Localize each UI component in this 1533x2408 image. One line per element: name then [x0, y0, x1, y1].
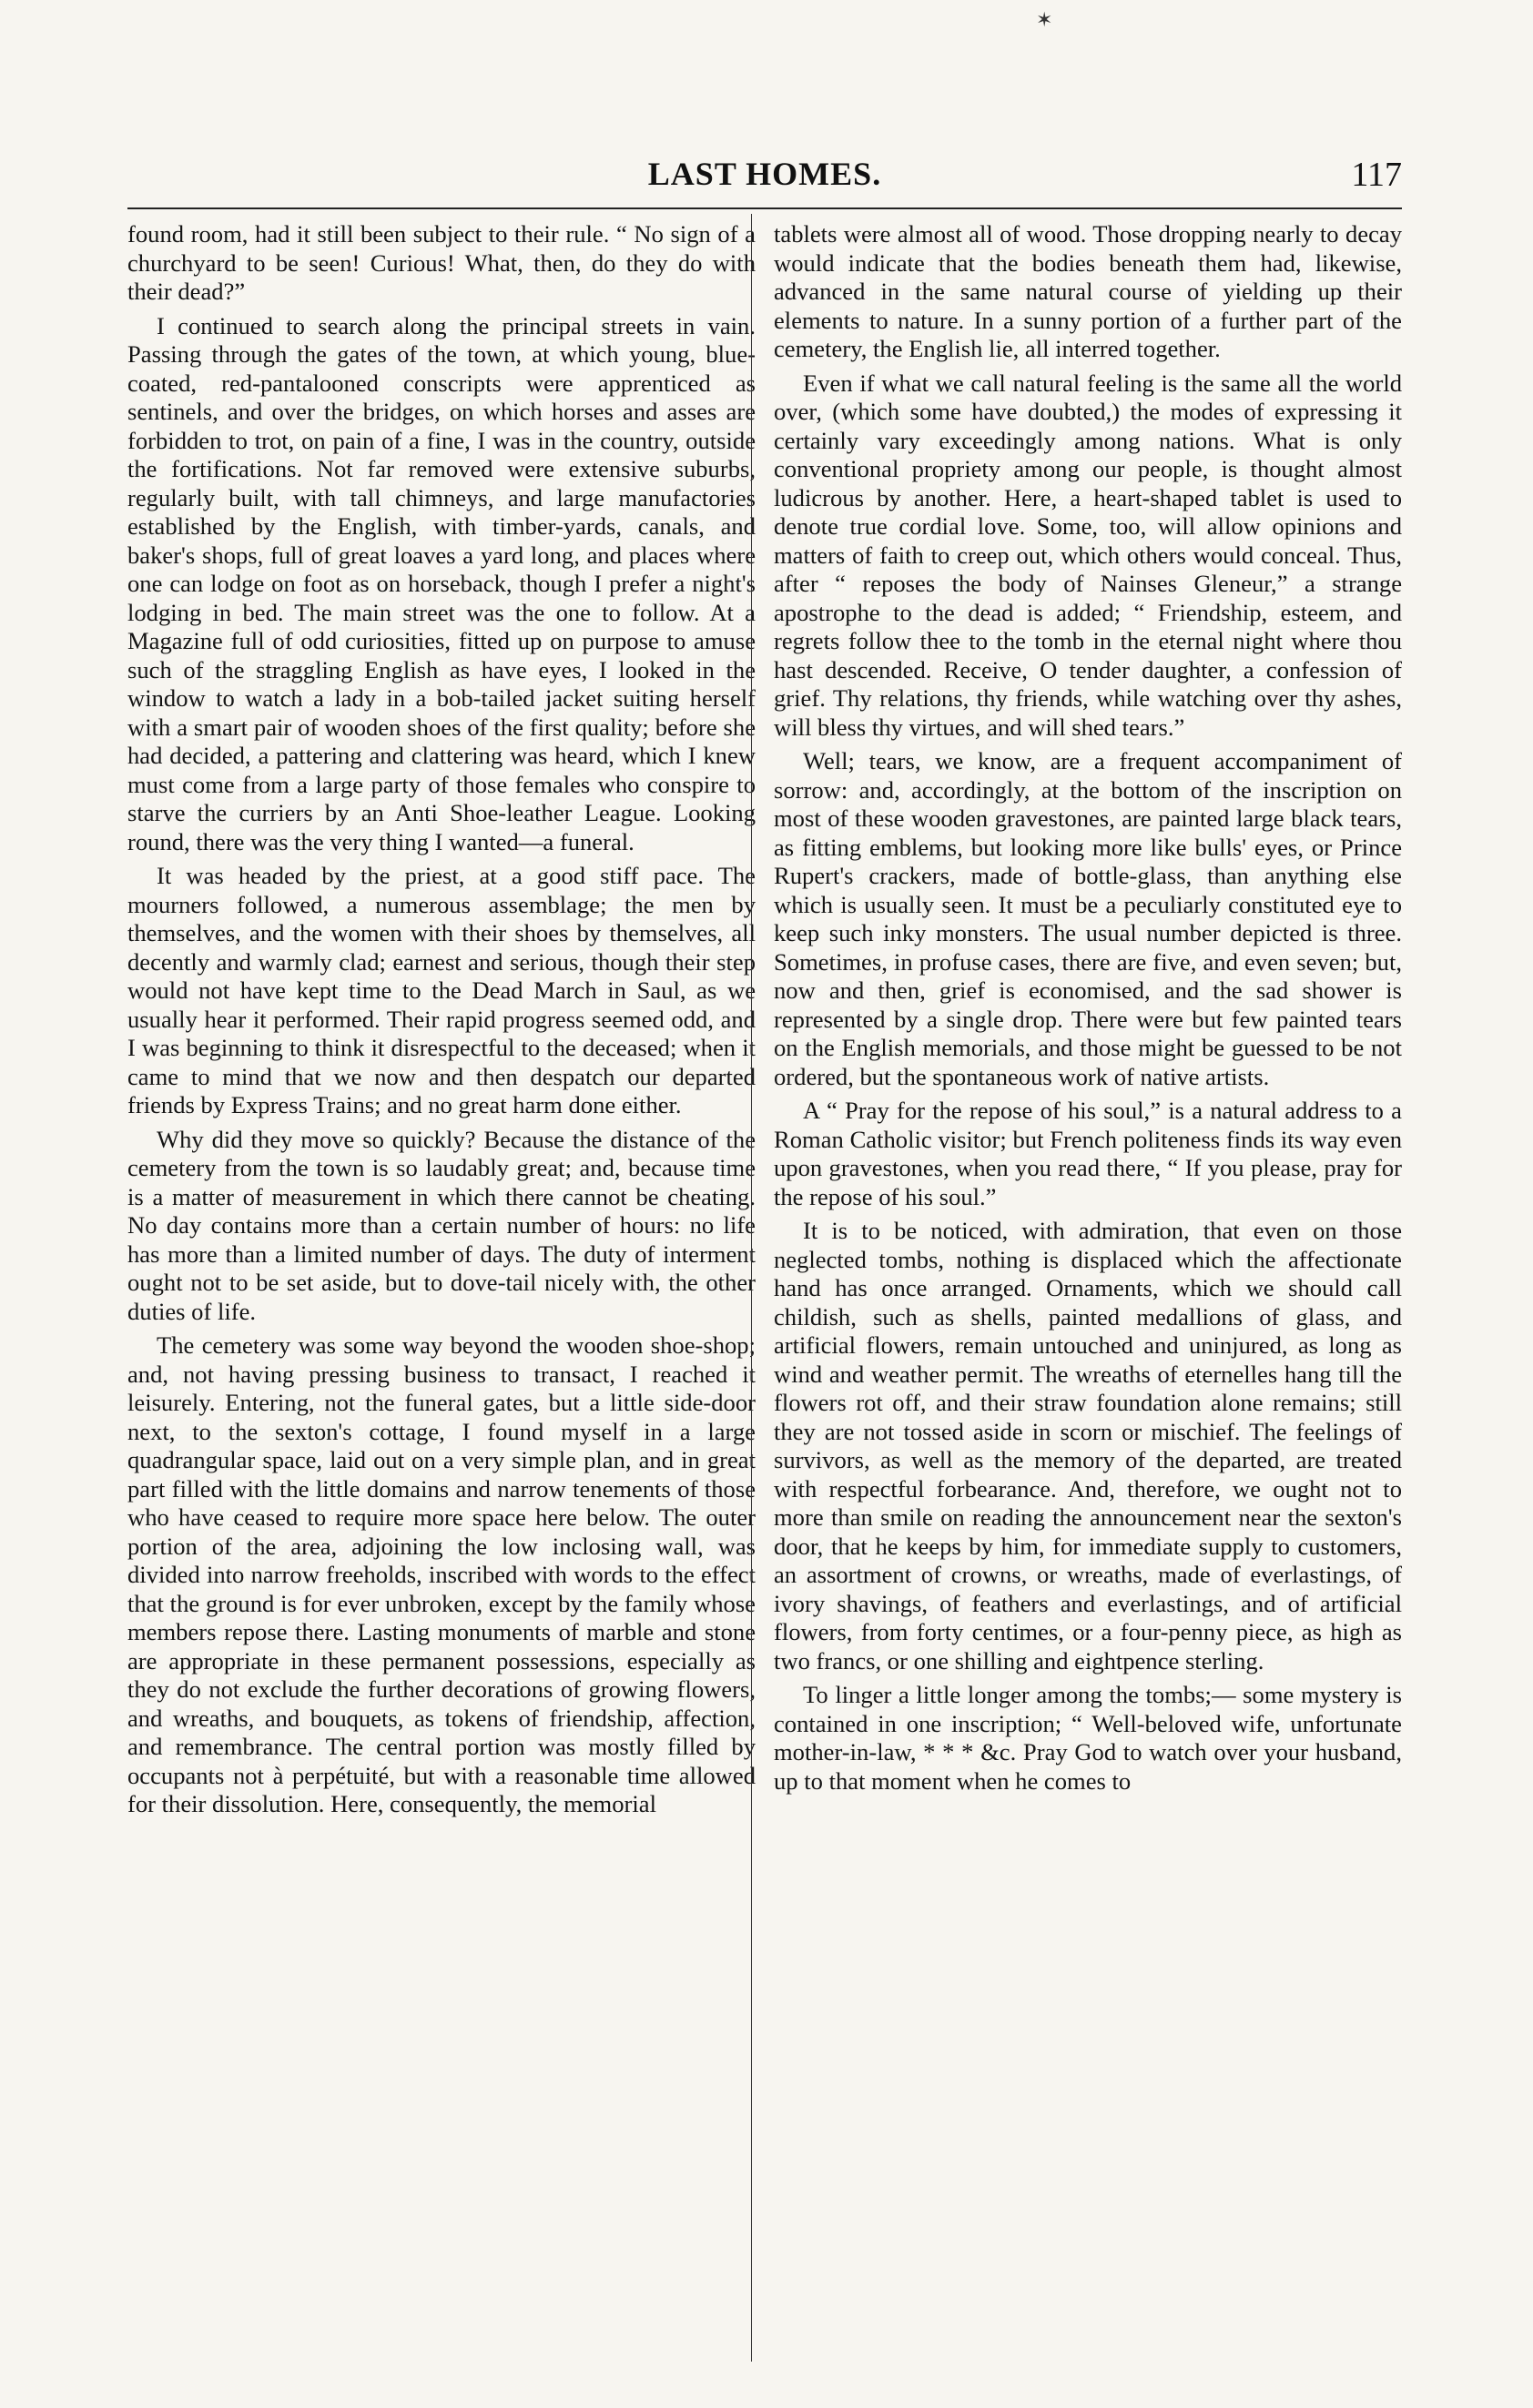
left-column	[127, 220, 756, 2350]
right-column	[774, 220, 1402, 2350]
paragraph: tablets were almost all of wood. Those dropping nearly to decay would indicate that the bodies beneath them had, likewise, advanced in the same natural course of yielding up their elements to nature. In a sunny portion of a further part of the cemetery, the English lie, all interred together.	[774, 220, 1402, 362]
page-header	[127, 155, 1402, 200]
paragraph: Well; tears, we know, are a frequent accompaniment of sorrow: and, accordingly, at the bottom of the inscription on most of these wooden gravestones, are painted large black tears, as fitting emblems, but looking more like bulls' eyes, or Prince Rupert's crackers, made of bottle-glass, than anything else which is usually seen. It must be a peculiarly constituted eye to keep such inky monsters. The usual number depicted is three. Sometimes, in profuse cases, there are five, and even seven; but, now and then, grief is economised, and the sad shower is represented by a single drop. There were but few painted tears on the English memorials, and those might be guessed to be not ordered, but the spontaneous work of native artists.	[774, 747, 1402, 1090]
header-rule	[127, 207, 1402, 209]
column-divider	[751, 214, 752, 2362]
paragraph: The cemetery was some way beyond the wooden shoe-shop; and, not having pressing business to transact, I reached it leisurely. Entering, not the funeral gates, but a little side-door next, to the sexton's cottage, I found myself in a large quadrangular space, laid out on a very simple plan, and in great part filled with the little domains and narrow tenements of those who have ceased to require more space here below. The outer portion of the area, adjoining the low inclosing wall, was divided into narrow freeholds, inscribed with words to the effect that the ground is for ever unbroken, except by the family whose members repose there. Lasting monuments of marble and stone are appropriate in these permanent possessions, especially as they do not exclude the further decorations of growing flowers, and wreaths, and bouquets, as tokens of friendship, affection, and remembrance. The central portion was mostly filled by occupants not à perpétuité, but with a reasonable time allowed for their dissolution. Here, consequently, the memorial	[127, 1331, 756, 1817]
paragraph: Why did they move so quickly? Because the distance of the cemetery from the town is so laudably great; and, because time is a matter of measurement in which there cannot be cheating. No day contains more than a certain number of hours: no life has more than a limited number of days. The duty of interment ought not to be set aside, but to dove-tail nicely with, the other duties of life.	[127, 1125, 756, 1325]
paragraph: found room, had it still been subject to their rule. “ No sign of a churchyard to be seen! Curious! What, then, do they do with their dead?”	[127, 220, 756, 305]
paragraph: A “ Pray for the repose of his soul,” is a natural address to a Roman Catholic visitor; but French politeness finds its way even upon gravestones, when you read there, “ If you please, pray for the repose of his soul.”	[774, 1097, 1402, 1210]
paragraph: It is to be noticed, with admiration, that even on those neglected tombs, nothing is displaced which the affectionate hand has once arranged. Ornaments, which we should call childish, such as shells, painted medallions of glass, and artificial flowers, remain untouched and uninjured, as long as wind and weather permit. The wreaths of eternelles hang till the flowers rot off, and their straw foundation alone remains; still they are not tossed aside in scorn or mischief. The feelings of survivors, as well as the memory of the departed, are treated with respectful forbearance. And, therefore, we ought not to more than smile on reading the announcement near the sexton's door, that he keeps by him, for immediate supply to customers, an assortment of crowns, or wreaths, made of everlastings, of ivory shavings, of feathers and everlastings, and of artificial flowers, from forty centimes, or a four-penny piece, as high as two francs, or one shilling and eightpence sterling.	[774, 1217, 1402, 1674]
running-title: LAST HOMES.	[647, 156, 882, 192]
stray-ink-mark: ✶	[1036, 9, 1053, 32]
paragraph: I continued to search along the principal streets in vain. Passing through the gates of the town, at which young, blue-coated, red-pantalooned conscripts were apprenticed as sentinels, and over the bridges, on which horses and asses are forbidden to trot, on pain of a fine, I was in the country, outside the fortifications. Not far removed were extensive suburbs, regularly built, with tall chimneys, and large manufactories established by the English, with timber-yards, canals, and baker's shops, full of great loaves a yard long, and places where one can lodge on foot as on horseback, though I prefer a night's lodging in bed. The main street was the one to follow. At a Magazine full of odd curiosities, fitted up on purpose to amuse such of the straggling English as have eyes, I looked in the window to watch a lady in a bob-tailed jacket suiting herself with a smart pair of wooden shoes of the first quality; before she had decided, a pattering and clattering was heard, which I knew must come from a large party of those females who conspire to starve the curriers by an Anti Shoe-leather League. Looking round, there was the very thing I wanted—a funeral.	[127, 311, 756, 855]
paragraph: To linger a little longer among the tombs;— some mystery is contained in one inscription; “ Well-beloved wife, unfortunate mother-in-law, * * * &c. Pray God to watch over your husband, up to that moment when he comes to	[774, 1681, 1402, 1795]
page-number: 117	[1351, 156, 1402, 194]
paragraph: It was headed by the priest, at a good stiff pace. The mourners followed, a numerous assemblage; the men by themselves, and the women with their shoes by themselves, all decently and warmly clad; earnest and serious, though their step would not have kept time to the Dead March in Saul, as we usually hear it performed. Their rapid progress seemed odd, and I was beginning to think it disrespectful to the deceased; when it came to mind that we now and then despatch our departed friends by Express Trains; and no great harm done either.	[127, 862, 756, 1118]
paragraph: Even if what we call natural feeling is the same all the world over, (which some have doubted,) the modes of expressing it certainly vary exceedingly among nations. What is only conventional propriety among our people, is thought almost ludicrous by another. Here, a heart-shaped tablet is used to denote true cordial love. Some, too, will allow opinions and matters of faith to creep out, which others would conceal. Thus, after “ reposes the body of Nainses Gleneur,” a strange apostrophe to the dead is added; “ Friendship, esteem, and regrets follow thee to the tomb in the eternal night where thou hast descended. Receive, O tender daughter, a confession of grief. Thy relations, thy friends, while watching over thy ashes, will bless thy virtues, and will shed tears.”	[774, 369, 1402, 741]
